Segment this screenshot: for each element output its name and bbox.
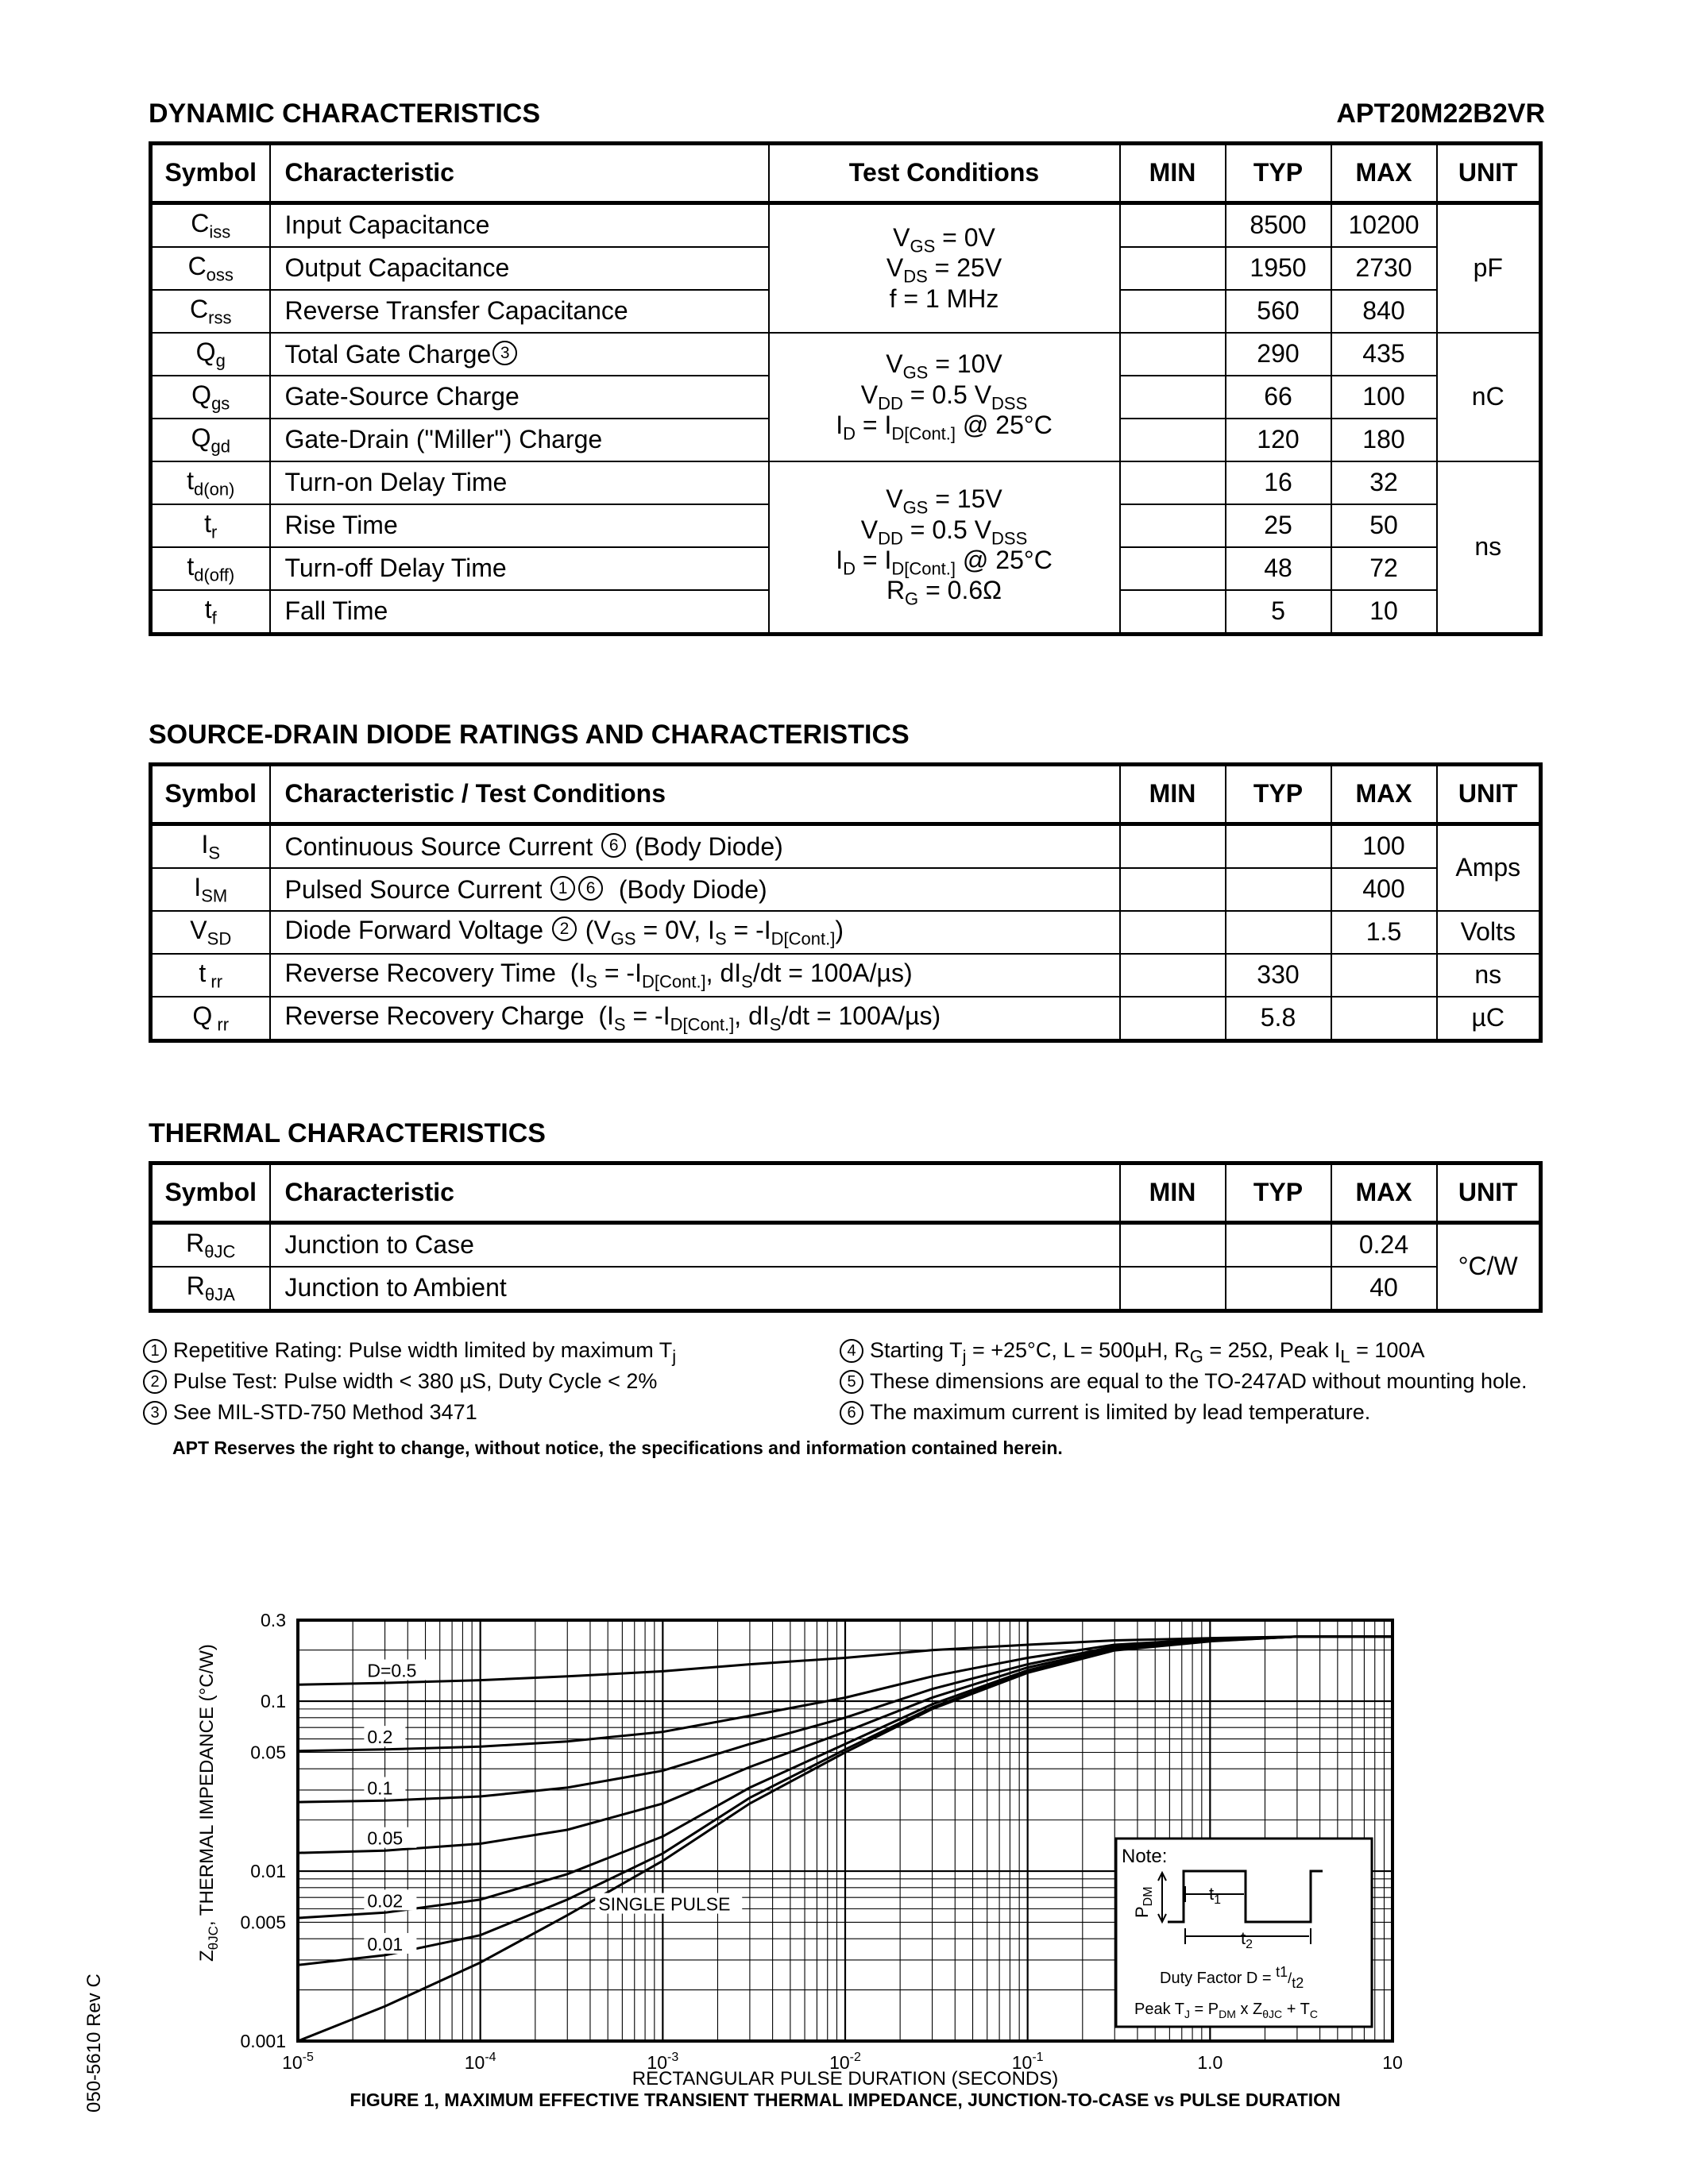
typ-cell: 290: [1226, 333, 1331, 376]
characteristic-cell: Rise Time: [270, 504, 769, 547]
symbol-cell: $t_{d(on)}$: [151, 461, 270, 504]
note-ref-1: 1: [550, 876, 575, 901]
thermal-section-title: THERMAL CHARACTERISTICS: [149, 1118, 546, 1148]
typ-cell: 48: [1226, 547, 1331, 590]
x-tick-label-6: 10: [1382, 2052, 1403, 2073]
max-cell: 10: [1331, 590, 1437, 635]
y-tick-label-5: 0.001: [240, 2031, 286, 2051]
symbol-cell: $C_{oss}$: [151, 247, 270, 290]
max-cell: 180: [1331, 419, 1437, 461]
characteristic-cell: Turn-on Delay Time: [270, 461, 769, 504]
unit-cell: µC: [1437, 997, 1541, 1041]
max-cell: 2730: [1331, 247, 1437, 290]
note-ref-3: 3: [492, 341, 517, 365]
part-number: APT20M22B2VR: [1336, 98, 1545, 129]
characteristic-cell: Pulsed Source Current 1 6 (Body Diode): [270, 868, 1120, 911]
header-unit: UNIT: [1437, 144, 1541, 203]
test-conditions-switching: $V_{GS} = 15V$ $V_{DD} = 0.5$ $V_{DSS}$ $I_D = I_{D[Cont.]}$ @ 25°C $R_G = 0.6\Omega$: [769, 461, 1120, 635]
document-number: 050-5610 Rev C: [83, 1974, 105, 2113]
footnote-2: 2 Pulse Test: Pulse width < 380 µS, Duty Cycle < 2%: [141, 1369, 657, 1394]
characteristic-cell: Junction to Case: [270, 1223, 1120, 1268]
typ-cell: 8500: [1226, 203, 1331, 248]
header-test-conditions: Test Conditions: [769, 144, 1120, 203]
footnote-4: 4 Starting $T_j = +25^\circ C$, L = 500µH, $R_G = 25\Omega$, Peak $I_L = 100A$: [838, 1338, 1424, 1367]
symbol-cell: $Q_{gs}$: [151, 376, 270, 419]
series-label-5: 0.01: [367, 1933, 404, 1954]
max-cell: 72: [1331, 547, 1437, 590]
header-typ: TYP: [1226, 765, 1331, 824]
symbol-cell: $C_{rss}$: [151, 290, 270, 333]
x-tick-label-3: $10^{-2}$: [829, 2051, 861, 2073]
symbol-cell: $t_{d(off)}$: [151, 547, 270, 590]
footnote-6: 6 The maximum current is limited by lead temperature.: [838, 1400, 1370, 1425]
max-cell: 1.5: [1331, 911, 1437, 954]
note-ref-6: 6: [601, 833, 626, 858]
x-tick-label-1: $10^{-4}$: [464, 2051, 496, 2073]
series-label-6: SINGLE PULSE: [598, 1893, 731, 1915]
header-unit: UNIT: [1437, 765, 1541, 824]
symbol-cell: $Q_{gd}$: [151, 419, 270, 461]
unit-cell: °C/W: [1437, 1223, 1541, 1311]
header-min: MIN: [1120, 1163, 1226, 1223]
max-cell: 435: [1331, 333, 1437, 376]
footnote-5: 5 These dimensions are equal to the TO-247AD without mounting hole.: [838, 1369, 1528, 1394]
symbol-cell: $t_f$: [151, 590, 270, 635]
inset-peak-formula: Peak $T_J = P_{DM}$ x $Z_{\theta JC} + T_C$: [1134, 2001, 1318, 2020]
typ-cell: 66: [1226, 376, 1331, 419]
symbol-cell: $t_r$: [151, 504, 270, 547]
unit-cell: nC: [1437, 333, 1541, 461]
symbol-cell: $R_{\theta JA}$: [151, 1267, 270, 1311]
typ-cell: 25: [1226, 504, 1331, 547]
x-tick-label-5: 1.0: [1197, 2052, 1223, 2073]
x-axis-label: RECTANGULAR PULSE DURATION (SECONDS): [632, 2068, 1059, 2089]
footnote-1: 1 Repetitive Rating: Pulse width limited by maximum $T_j$: [141, 1338, 676, 1367]
x-tick-label-2: $10^{-3}$: [647, 2051, 679, 2073]
typ-cell: 16: [1226, 461, 1331, 504]
series-label-2: 0.1: [367, 1777, 393, 1799]
max-cell: 50: [1331, 504, 1437, 547]
characteristic-cell: Junction to Ambient: [270, 1267, 1120, 1311]
inset-t2-label: $t_2$: [1241, 1928, 1253, 1951]
max-cell: 0.24: [1331, 1223, 1437, 1268]
characteristic-cell: Diode Forward Voltage 2 ($V_{GS} = 0V$, $I_S = -I_{D[Cont.]}$): [270, 911, 1120, 954]
unit-cell: pF: [1437, 203, 1541, 334]
inset-note-label: Note:: [1122, 1846, 1168, 1867]
characteristic-cell: Turn-off Delay Time: [270, 547, 769, 590]
series-label-3: 0.05: [367, 1827, 404, 1849]
inset-duty-factor: Duty Factor D = t1/t2: [1160, 1964, 1304, 1991]
series-label-1: 0.2: [367, 1727, 393, 1748]
characteristic-cell: Fall Time: [270, 590, 769, 635]
typ-cell: 560: [1226, 290, 1331, 333]
y-tick-label-3: 0.01: [250, 1861, 286, 1882]
characteristic-cell: Reverse Transfer Capacitance: [270, 290, 769, 333]
symbol-cell: $Q_g$: [151, 333, 270, 376]
header-min: MIN: [1120, 765, 1226, 824]
max-cell: 100: [1331, 824, 1437, 869]
characteristic-cell: Gate-Source Charge: [270, 376, 769, 419]
symbol-cell: Q $_{rr}$: [151, 997, 270, 1041]
typ-cell: 120: [1226, 419, 1331, 461]
inset-note: [1116, 1839, 1372, 2027]
unit-cell: ns: [1437, 461, 1541, 635]
symbol-cell: $V_{SD}$: [151, 911, 270, 954]
series-label-0: D=0.5: [367, 1660, 417, 1681]
header-max: MAX: [1331, 765, 1437, 824]
symbol-cell: $C_{iss}$: [151, 203, 270, 248]
header-symbol: Symbol: [151, 765, 270, 824]
unit-cell: Volts: [1437, 911, 1541, 954]
characteristic-cell: Continuous Source Current 6 (Body Diode): [270, 824, 1120, 869]
characteristic-cell: Reverse Recovery Charge ($I_S = -I_{D[Cont.]}$, $dI_S/dt = 100A/\mu s$): [270, 997, 1120, 1041]
note-ref-6: 6: [578, 876, 603, 901]
unit-cell: Amps: [1437, 824, 1541, 912]
header-typ: TYP: [1226, 1163, 1331, 1223]
max-cell: 40: [1331, 1267, 1437, 1311]
max-cell: 100: [1331, 376, 1437, 419]
y-tick-label-4: 0.005: [240, 1912, 286, 1933]
typ-cell: 1950: [1226, 247, 1331, 290]
series-label-4: 0.02: [367, 1890, 404, 1912]
unit-cell: ns: [1437, 954, 1541, 997]
x-tick-label-4: $10^{-1}$: [1011, 2051, 1044, 2073]
header-unit: UNIT: [1437, 1163, 1541, 1223]
typ-cell: 330: [1226, 954, 1331, 997]
header-max: MAX: [1331, 1163, 1437, 1223]
characteristic-cell: Reverse Recovery Time ($I_S = -I_{D[Cont.]}$, $dI_S/dt = 100A/\mu s$): [270, 954, 1120, 997]
test-conditions-gate-charge: $V_{GS} = 10V$ $V_{DD} = 0.5$ $V_{DSS}$ $I_D = I_{D[Cont.]}$ @ 25°C: [769, 333, 1120, 461]
inset-pdm-label: $P_{DM}$: [1132, 1886, 1155, 1918]
max-cell: 840: [1331, 290, 1437, 333]
characteristic-cell: Total Gate Charge 3: [270, 333, 769, 376]
max-cell: 400: [1331, 868, 1437, 911]
disclaimer-text: APT Reserves the right to change, without notice, the specifications and information contained herein.: [172, 1437, 1063, 1458]
y-axis-label: $Z_{\theta JC}$, THERMAL IMPEDANCE (°C/W): [196, 1644, 221, 1962]
symbol-cell: t $_{rr}$: [151, 954, 270, 997]
inset-t1-label: $t_1$: [1209, 1884, 1222, 1907]
figure-caption: FIGURE 1, MAXIMUM EFFECTIVE TRANSIENT THERMAL IMPEDANCE, JUNCTION-TO-CASE vs PULSE DURATION: [350, 2089, 1341, 2110]
header-min: MIN: [1120, 144, 1226, 203]
note-ref-2: 2: [552, 916, 577, 941]
dynamic-section-title: DYNAMIC CHARACTERISTICS: [149, 98, 540, 129]
characteristic-cell: Gate-Drain ("Miller") Charge: [270, 419, 769, 461]
symbol-cell: $I_S$: [151, 824, 270, 869]
typ-cell: 5.8: [1226, 997, 1331, 1041]
test-conditions-capacitance: $V_{GS} = 0V$ $V_{DS} = 25V$ f = 1 MHz: [769, 203, 1120, 334]
header-characteristic: Characteristic: [270, 144, 769, 203]
header-characteristic: Characteristic: [270, 1163, 1120, 1223]
header-characteristic: Characteristic / Test Conditions: [270, 765, 1120, 824]
x-tick-label-0: $10^{-5}$: [282, 2051, 314, 2073]
characteristic-cell: Input Capacitance: [270, 203, 769, 248]
typ-cell: 5: [1226, 590, 1331, 635]
symbol-cell: $R_{\theta JC}$: [151, 1223, 270, 1268]
header-typ: TYP: [1226, 144, 1331, 203]
header-symbol: Symbol: [151, 144, 270, 203]
header-symbol: Symbol: [151, 1163, 270, 1223]
header-max: MAX: [1331, 144, 1437, 203]
y-tick-label-0: 0.3: [261, 1610, 286, 1630]
characteristic-cell: Output Capacitance: [270, 247, 769, 290]
diode-section-title: SOURCE-DRAIN DIODE RATINGS AND CHARACTERISTICS: [149, 720, 910, 750]
footnote-3: 3 See MIL-STD-750 Method 3471: [141, 1400, 477, 1425]
max-cell: 32: [1331, 461, 1437, 504]
symbol-cell: $I_{SM}$: [151, 868, 270, 911]
y-tick-label-1: 0.1: [261, 1691, 286, 1712]
max-cell: 10200: [1331, 203, 1437, 248]
y-tick-label-2: 0.05: [250, 1742, 286, 1763]
